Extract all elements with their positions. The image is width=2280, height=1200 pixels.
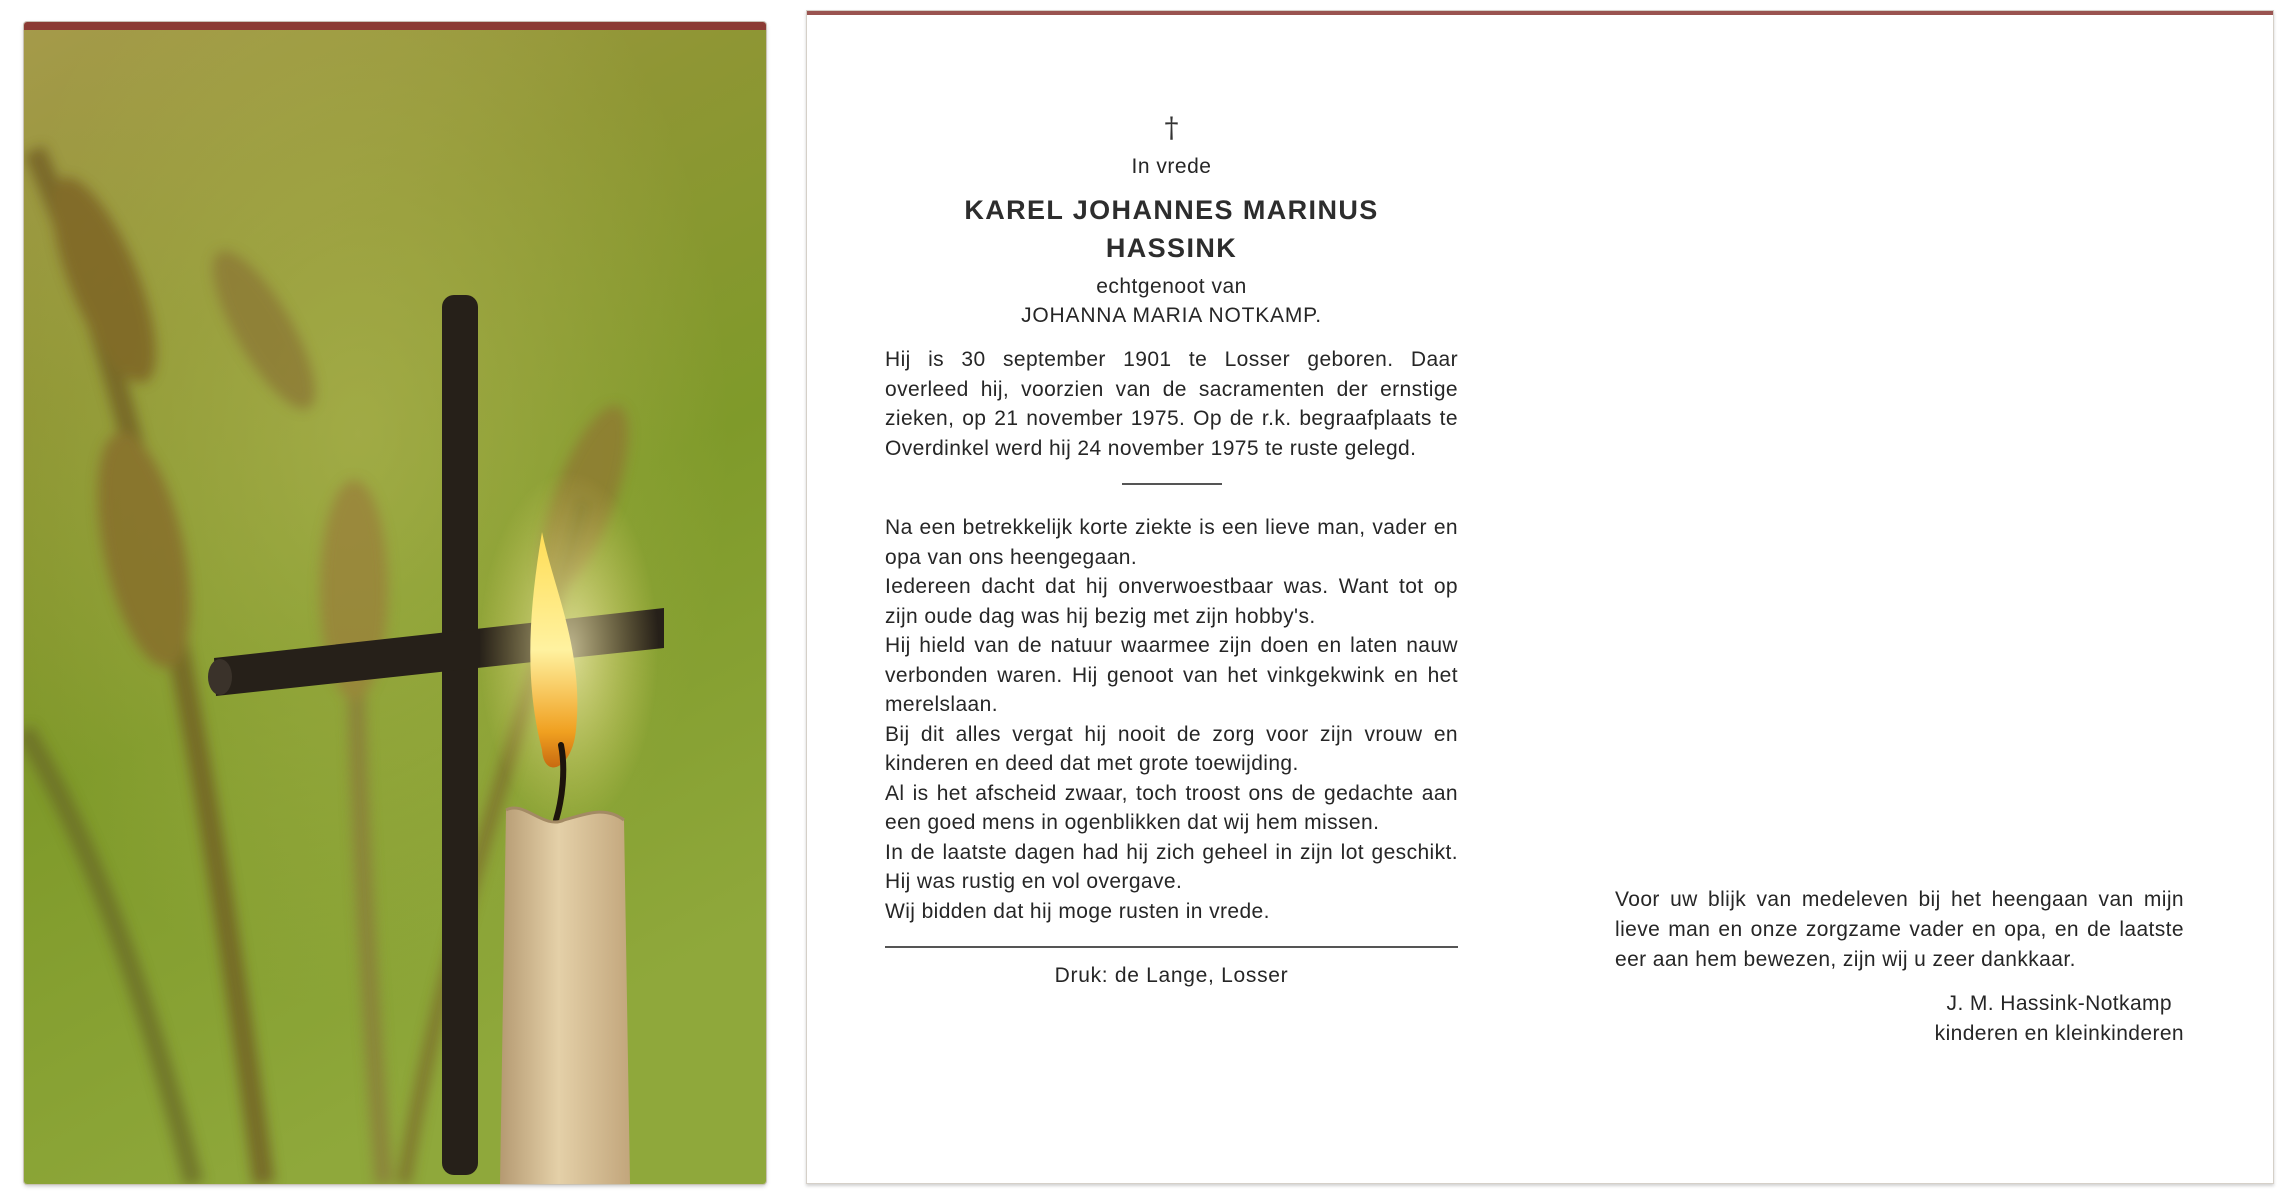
cross-symbol: †: [1164, 111, 1179, 144]
spouse-intro: echtgenoot van: [1096, 275, 1247, 298]
spouse-name: JOHANNA MARIA NOTKAMP.: [1021, 304, 1322, 327]
deceased-name-line1: KAREL JOHANNES MARINUS: [964, 195, 1379, 225]
deceased-name-line2: HASSINK: [1105, 233, 1238, 263]
thanks-message: Voor uw blijk van medeleven bij het heengaan van mijn lieve man en onze zorgzame vader en opa, en de laatste eer aan hem bewezen, zijn wij u zeer dankkaar.: [1615, 888, 2184, 971]
obituary-text-block: [885, 111, 1458, 988]
tribute-paragraph-7: Wij bidden dat hij moge rusten in vrede.: [885, 899, 1270, 923]
memorial-card-inside: [806, 10, 2274, 1184]
card-top-edge: [807, 11, 2273, 15]
printer-credit: Druk: de Lange, Losser: [1054, 964, 1289, 987]
signature: [1615, 989, 2184, 1049]
tribute-paragraph-6: In de laatste dagen had hij zich geheel in zijn lot geschikt. Hij was rustig en vol overgave.: [885, 840, 1458, 893]
signature-family: kinderen en kleinkinderen: [1934, 1022, 2184, 1045]
tribute-paragraph-1: Na een betrekkelijk korte ziekte is een lieve man, vader en opa van ons heengegaan.: [885, 516, 1458, 569]
bottom-divider: [885, 946, 1458, 948]
biography-paragraph: Hij is 30 september 1901 te Losser geboren. Daar overleed hij, voorzien van de sacramenten der ernstige zieken, op 21 november 1975. Op de r.k. begraafplaats te Overdinkel werd hij 24 november 1975 te ruste gelegd.: [885, 348, 1458, 460]
thanks-block: [1615, 885, 2184, 1049]
tribute-paragraph-2: Iedereen dacht dat hij onverwoestbaar was. Want tot op zijn oude dag was hij bezig met zijn hobby's.: [885, 575, 1458, 628]
memorial-photo: [24, 22, 766, 1184]
tribute-paragraph-5: Al is het afscheid zwaar, toch troost ons de gedachte aan een goed mens in ogenblikken dat wij hem missen.: [885, 781, 1458, 834]
tribute-paragraph-4: Bij dit alles vergat hij nooit de zorg voor zijn vrouw en kinderen en deed dat met grote toewijding.: [885, 722, 1458, 775]
signature-name: J. M. Hassink-Notkamp: [1946, 992, 2172, 1015]
short-divider: [1122, 483, 1222, 485]
cross-candle-illustration: [24, 30, 766, 1184]
deceased-name: [885, 191, 1458, 267]
tribute-paragraph-3: Hij hield van de natuur waarmee zijn doen en laten nauw verbonden waren. Hij genoot van het vinkgekwink en het merelslaan.: [885, 634, 1458, 716]
in-peace-heading: In vrede: [1131, 155, 1212, 178]
photo-card-top-edge: [24, 22, 766, 30]
